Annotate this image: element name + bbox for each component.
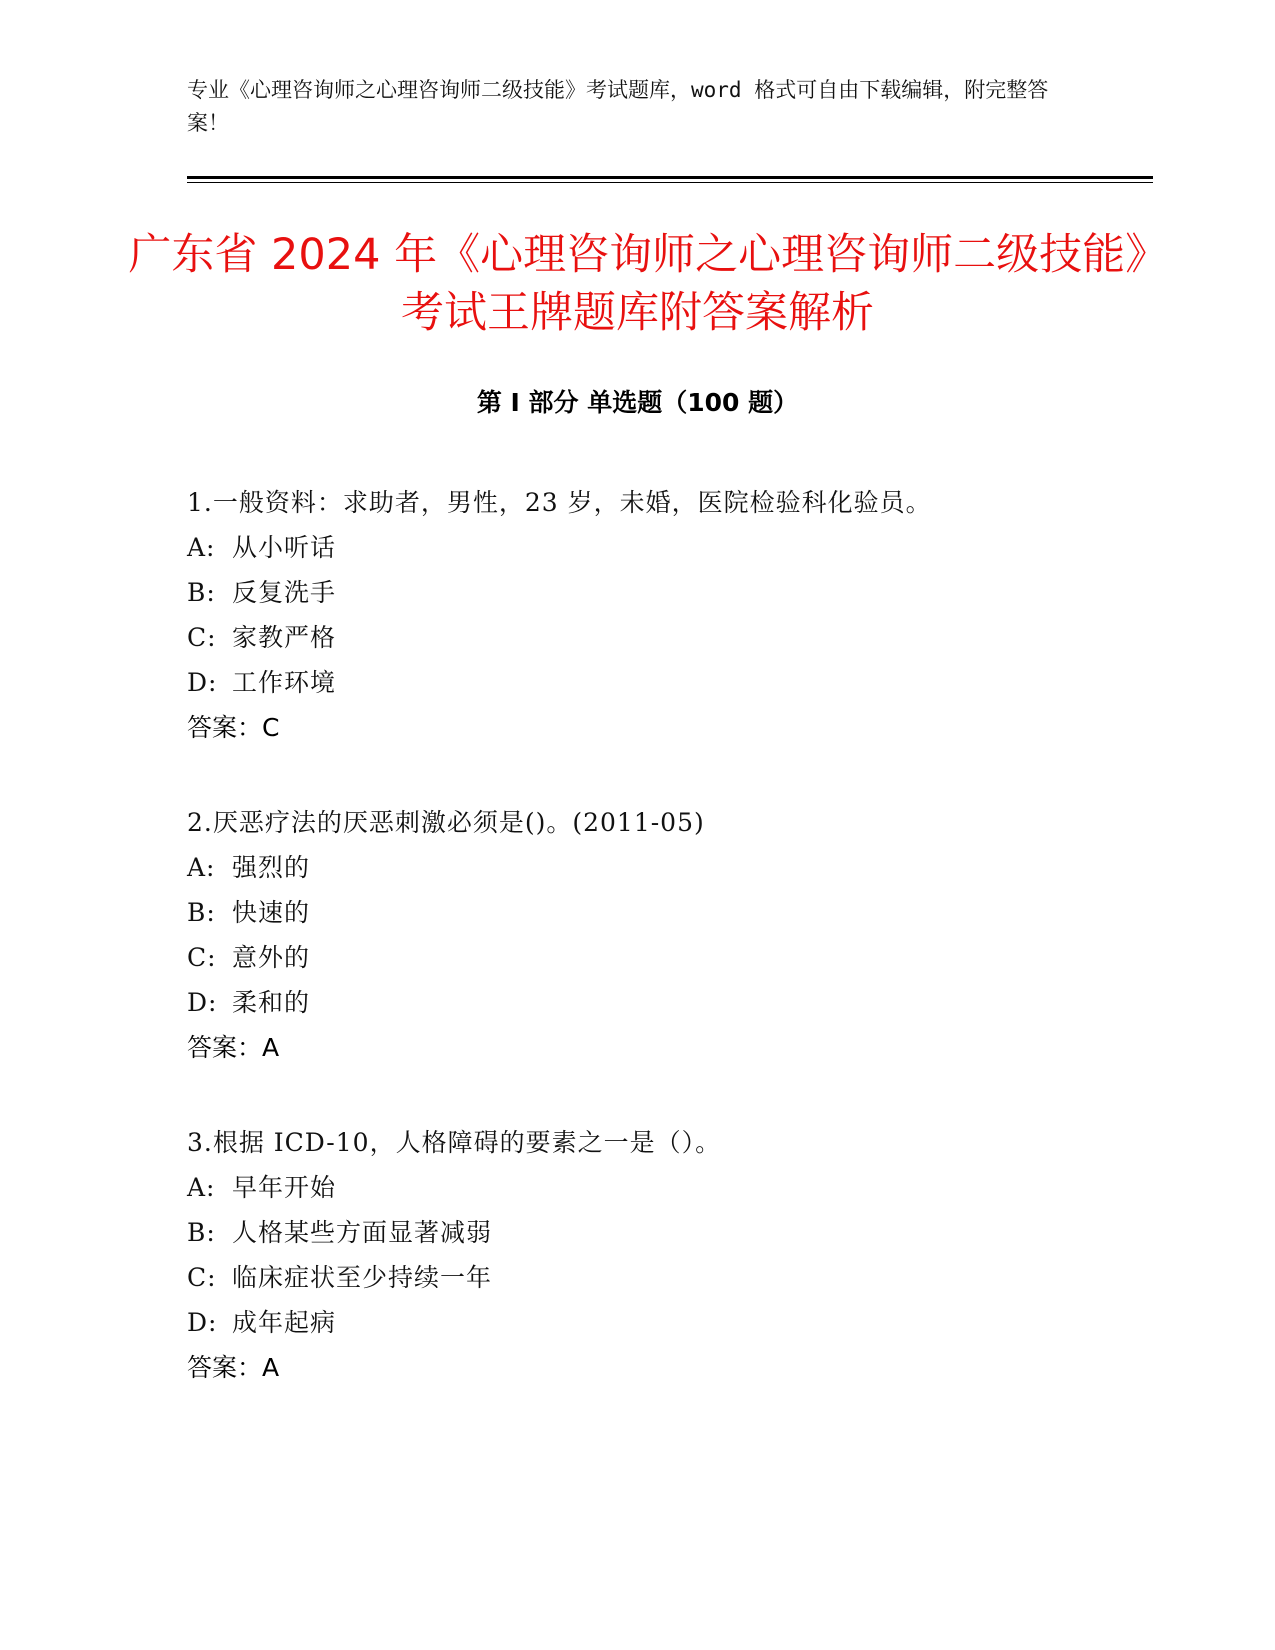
header-rule-thick: [187, 176, 1153, 179]
option-letter: C:: [187, 1263, 217, 1292]
header-rule-thin: [187, 182, 1153, 183]
option-letter: D:: [187, 1308, 218, 1337]
option-c: [187, 1255, 1147, 1300]
option-letter: B:: [187, 898, 216, 927]
option-d: [187, 980, 1147, 1025]
option-text: 意外的: [232, 943, 311, 972]
option-letter: C:: [187, 623, 217, 652]
question-3: [187, 1120, 1147, 1390]
option-text: 成年起病: [232, 1308, 337, 1337]
question-list: [187, 480, 1147, 1440]
option-text: 强烈的: [232, 853, 311, 882]
question-2: [187, 800, 1147, 1070]
question-stem: 1.一般资料：求助者，男性，23 岁，未婚，医院检验科化验员。: [187, 488, 932, 517]
option-a: [187, 1165, 1147, 1210]
question-answer: 答案：A: [187, 1353, 280, 1382]
option-c: [187, 935, 1147, 980]
option-letter: B:: [187, 578, 216, 607]
option-d: [187, 660, 1147, 705]
option-text: 快速的: [232, 898, 311, 927]
option-text: 家教严格: [232, 623, 337, 652]
option-text: 工作环境: [232, 668, 337, 697]
option-text: 柔和的: [232, 988, 311, 1017]
section-title: 第 I 部分 单选题（100 题）: [476, 388, 799, 417]
question-stem: 3.根据 ICD-10，人格障碍的要素之一是（）。: [187, 1128, 722, 1157]
option-b: [187, 570, 1147, 615]
option-letter: A:: [187, 1173, 216, 1202]
document-title: 广东省 2024 年《心理咨询师之心理咨询师二级技能》考试王牌题库附答案解析: [128, 230, 1147, 338]
option-letter: C:: [187, 943, 217, 972]
option-letter: D:: [187, 988, 218, 1017]
question-answer: 答案：A: [187, 1033, 280, 1062]
option-b: [187, 1210, 1147, 1255]
header-note: 专业《心理咨询师之心理咨询师二级技能》考试题库，word 格式可自由下载编辑，附完整答案！: [187, 78, 1049, 135]
option-letter: D:: [187, 668, 218, 697]
option-text: 反复洗手: [232, 578, 337, 607]
option-letter: B:: [187, 1218, 216, 1247]
option-letter: A:: [187, 853, 216, 882]
option-a: [187, 525, 1147, 570]
option-text: 人格某些方面显著减弱: [232, 1218, 493, 1247]
option-text: 早年开始: [232, 1173, 337, 1202]
option-a: [187, 845, 1147, 890]
question-1: [187, 480, 1147, 750]
question-answer: 答案：C: [187, 713, 280, 742]
option-text: 从小听话: [232, 533, 337, 562]
option-d: [187, 1300, 1147, 1345]
option-letter: A:: [187, 533, 216, 562]
option-b: [187, 890, 1147, 935]
option-c: [187, 615, 1147, 660]
question-stem: 2.厌恶疗法的厌恶刺激必须是()。(2011-05): [187, 808, 705, 837]
option-text: 临床症状至少持续一年: [232, 1263, 493, 1292]
